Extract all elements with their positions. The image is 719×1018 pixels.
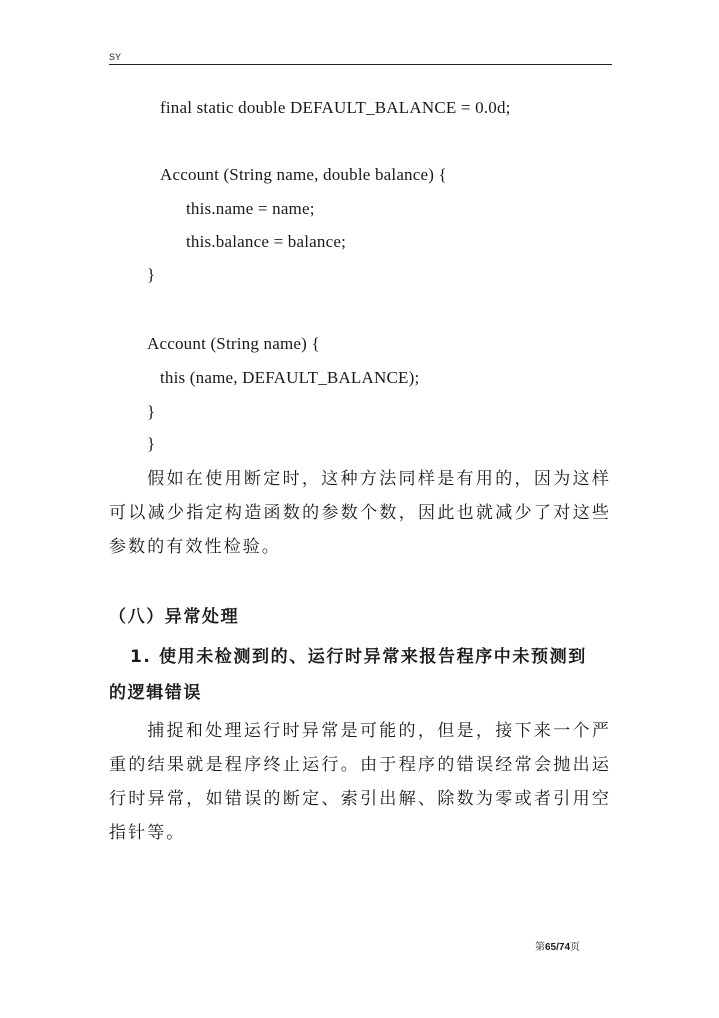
code-line: }: [147, 265, 156, 284]
code-line: Account (String name, double balance) {: [160, 165, 447, 184]
subsection-heading-continued: 的逻辑错误: [109, 683, 202, 703]
header-rule: [109, 64, 612, 65]
code-line: }: [147, 402, 156, 421]
footer-prefix: 第: [535, 942, 545, 953]
code-line: this.balance = balance;: [186, 232, 347, 251]
body-paragraph: [109, 462, 611, 564]
code-line: Account (String name) {: [147, 334, 320, 353]
code-line: this.name = name;: [186, 199, 315, 218]
subsection-heading: 1. 使用未检测到的、运行时异常来报告程序中未预测到: [130, 647, 587, 667]
page-number: 65/74: [545, 942, 571, 953]
page-footer: [535, 942, 580, 954]
paragraph-text: 假如在使用断定时，这种方法同样是有用的，因为这样可以减少指定构造函数的参数个数，因此也就减少了对这些参数的有效性检验。: [109, 469, 611, 557]
header-label: SY: [109, 52, 122, 62]
paragraph-text: 捕捉和处理运行时异常是可能的，但是，接下来一个严重的结果就是程序终止运行。由于程序的错误经常会抛出运行时异常，如错误的断定、索引出解、除数为零或者引用空指针等。: [109, 721, 611, 843]
code-line: final static double DEFAULT_BALANCE = 0.0d;: [160, 98, 511, 117]
footer-suffix: 页: [570, 942, 581, 953]
section-heading: （八）异常处理: [109, 607, 240, 627]
code-line: }: [147, 434, 156, 453]
code-line: this (name, DEFAULT_BALANCE);: [160, 368, 420, 387]
body-paragraph: [109, 714, 611, 850]
